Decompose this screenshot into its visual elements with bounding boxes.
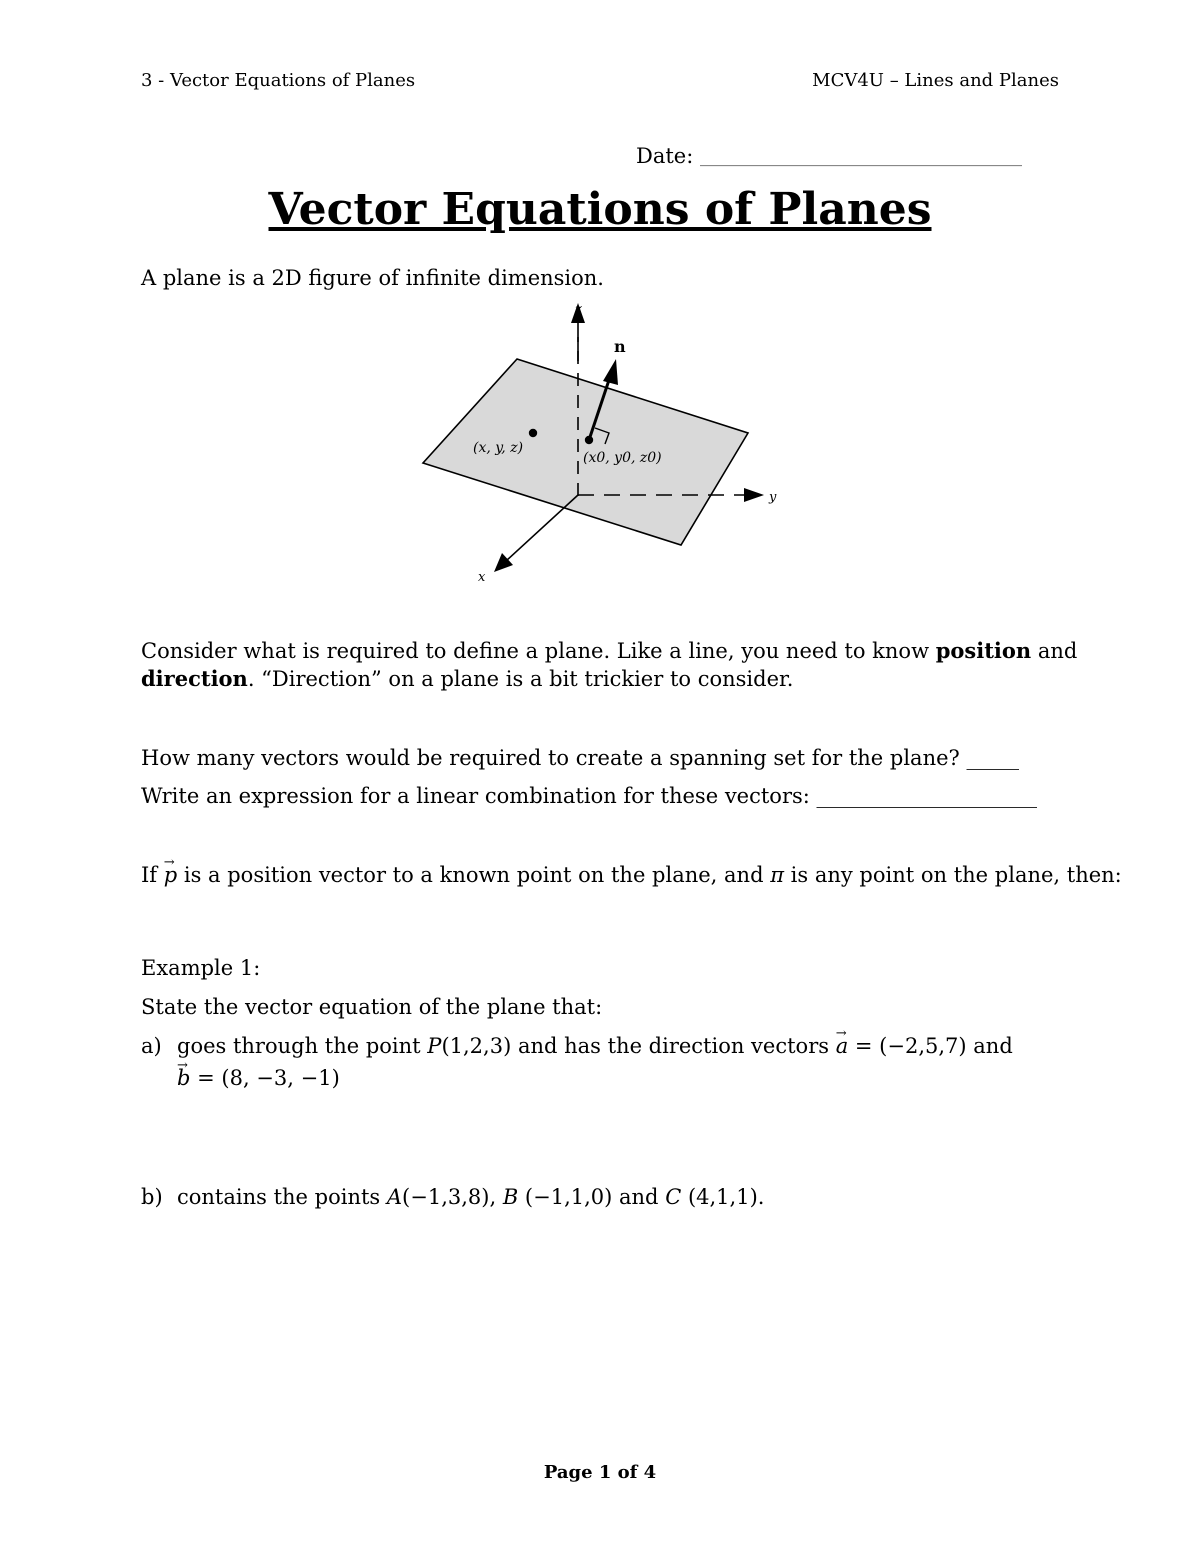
axis-label-z: z: [575, 302, 582, 317]
y-axis-arrowhead: [744, 488, 764, 502]
statement-text: is a position vector to a known point on the plane, and: [177, 863, 771, 887]
example-text: and has the direction vectors: [511, 1034, 836, 1058]
statement-text: If: [141, 863, 164, 887]
header-right: MCV4U – Lines and Planes: [812, 70, 1059, 91]
example-part-b-line: [177, 1185, 764, 1209]
question-text: Write an expression for a linear combination for these vectors:: [141, 784, 810, 808]
example-part-a-label: a): [141, 1034, 162, 1058]
point-A-coords: (−1,3,8),: [402, 1185, 503, 1209]
position-vector-statement: [141, 863, 1122, 887]
point-C: C: [665, 1185, 682, 1209]
normal-arrowhead: [603, 359, 618, 385]
paragraph-text: . “Direction” on a plane is a bit trickier to consider.: [247, 667, 794, 691]
vector-a-value: = (−2,5,7): [848, 1034, 967, 1058]
paragraph-text: Consider what is required to define a plane. Like a line, you need to know: [141, 639, 936, 663]
keyword-position: position: [935, 638, 1032, 663]
statement-text: is any point on the plane, then:: [784, 863, 1122, 887]
paragraph-text: and: [1031, 639, 1078, 663]
x-axis: [506, 495, 578, 561]
point-P-coords: (1,2,3): [441, 1034, 512, 1058]
point-B: B: [502, 1185, 519, 1209]
example-part-a-line-2: [177, 1066, 340, 1090]
symbol-pi: π: [770, 863, 784, 887]
date-blank: ______________________________________________: [700, 151, 1022, 167]
date-field: [636, 144, 1022, 168]
x-axis-arrowhead: [494, 553, 513, 572]
point-A: A: [386, 1185, 403, 1209]
header-left: 3 - Vector Equations of Planes: [141, 70, 416, 91]
vector-a: → a: [836, 1034, 849, 1058]
point-C-coords: (4,1,1).: [681, 1185, 765, 1209]
vector-b: → b: [177, 1066, 190, 1090]
page-number: Page 1 of 4: [543, 1462, 657, 1483]
question-spanning-set: [141, 746, 1019, 770]
page-title: Vector Equations of Planes: [268, 184, 932, 235]
point-general: [529, 429, 537, 437]
example-prompt: State the vector equation of the plane that:: [141, 995, 603, 1019]
question-text: How many vectors would be required to create a spanning set for the plane?: [141, 746, 960, 770]
question-linear-combination: [141, 784, 1037, 808]
answer-blank: _____________________: [816, 784, 1038, 808]
axis-label-x: x: [478, 570, 486, 585]
point-known-label: (x0, y0, z0): [583, 450, 662, 466]
example-text: and: [966, 1034, 1013, 1058]
example-part-a-line-1: [177, 1034, 1013, 1058]
plane-diagram: [410, 295, 790, 590]
normal-label: n: [614, 337, 626, 356]
example-heading: Example 1:: [141, 956, 261, 980]
date-label: Date:: [636, 144, 694, 168]
example-text: goes through the point: [177, 1034, 428, 1058]
answer-blank: _____: [966, 746, 1019, 770]
point-general-label: (x, y, z): [473, 440, 524, 456]
paragraph-line-1: [141, 638, 1077, 663]
keyword-direction: direction: [141, 666, 248, 691]
paragraph-line-2: [141, 666, 793, 691]
intro-text: A plane is a 2D figure of infinite dimension.: [141, 266, 604, 290]
example-part-b-label: b): [141, 1185, 163, 1209]
point-B-coords: (−1,1,0) and: [518, 1185, 666, 1209]
point-known: [585, 436, 593, 444]
vector-p: → p: [164, 863, 177, 887]
axis-label-y: y: [769, 490, 777, 505]
example-text: contains the points: [177, 1185, 387, 1209]
point-P: P: [427, 1034, 442, 1058]
vector-b-value: = (8, −3, −1): [190, 1066, 340, 1090]
